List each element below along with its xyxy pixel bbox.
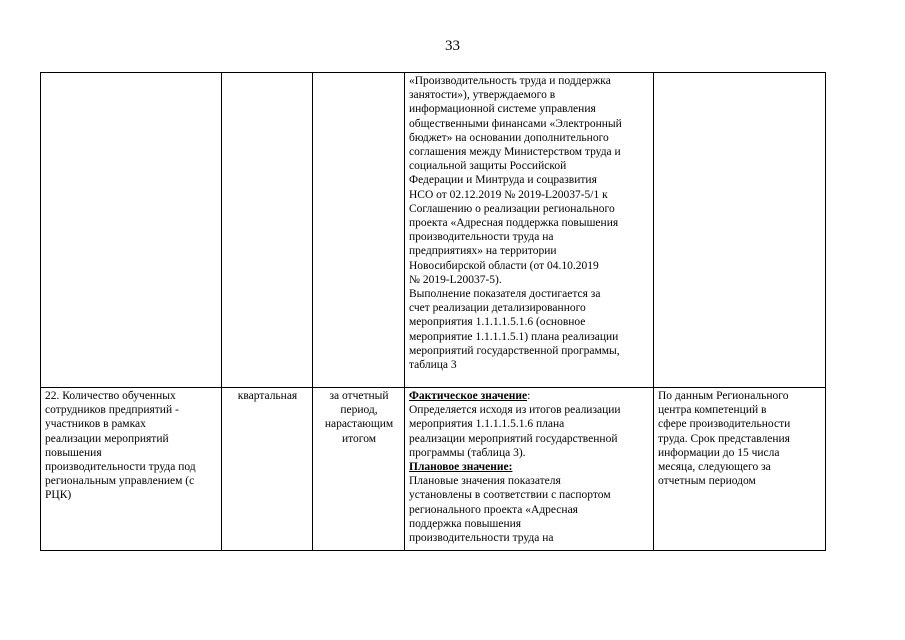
text-line: нарастающим [324, 418, 394, 431]
period-cell [313, 388, 405, 551]
text-line: поддержка повышения [409, 517, 522, 530]
text-line: «Производительность труда и поддержка [409, 75, 611, 87]
text-block [409, 403, 650, 460]
text-line: итогом [341, 432, 377, 445]
text-line: установлены в соответствии с паспортом [409, 489, 611, 502]
table-cell [222, 73, 313, 388]
text-line: счет реализации детализированного [409, 302, 586, 315]
text-line: производительности труда на [409, 532, 554, 545]
text-line: мероприятий государственной программы, [409, 344, 620, 357]
indicator-table [40, 72, 826, 551]
text-block [45, 389, 218, 503]
plan-heading: Плановое значение: [409, 461, 513, 474]
text-block [317, 389, 401, 446]
text-line: соглашения между Министерством труда и [409, 146, 621, 159]
text-line: занятости»), утверждаемого в [409, 89, 556, 102]
indicator-name-cell [41, 388, 222, 551]
text-line: По данным Регионального [658, 390, 789, 402]
text-line: общественными финансами «Электронный [409, 117, 622, 130]
text-line: бюджет» на основании дополнительного [409, 131, 609, 144]
text-line: период, [340, 404, 378, 417]
text-line: Федерации и Минтруда и соцразвития [409, 174, 597, 187]
text-line: центра компетенций в [658, 404, 767, 417]
table-row [41, 388, 826, 551]
text-line: программы (таблица 3). [409, 446, 526, 459]
text-line: 22. Количество обученных [45, 390, 176, 402]
text-line: № 2019-L20037-5). [409, 273, 502, 286]
text-line: информации до 15 числа [658, 446, 780, 459]
text-line: повышения [45, 446, 102, 459]
text-line: проекта «Адресная поддержка повышения [409, 217, 619, 230]
text-line: квартальная [237, 390, 298, 402]
table-cell [41, 73, 222, 388]
text-block [409, 474, 650, 545]
text-line: мероприятия 1.1.1.1.5.1.6 плана [409, 418, 565, 431]
text-line: реализации мероприятий [45, 432, 169, 445]
calculation-method-cell [405, 73, 654, 388]
text-line: региональным управлением (с [45, 475, 195, 488]
text-line: таблица 3 [409, 359, 457, 372]
text-line: мероприятия 1.1.1.1.5.1.6 (основное [409, 316, 586, 329]
text-line: за отчетный [329, 390, 389, 402]
text-line: отчетным периодом [658, 475, 756, 488]
text-line: Новосибирской области (от 04.10.2019 [409, 259, 599, 272]
text-line: Соглашению о реализации регионального [409, 202, 615, 215]
text-line: регионального проекта «Адресная [409, 503, 578, 516]
data-source-cell [654, 388, 826, 551]
text-line: труда. Срок представления [658, 432, 790, 445]
table-row [41, 73, 826, 388]
page-number: 33 [445, 38, 460, 54]
text-line: НСО от 02.12.2019 № 2019-L20037-5/1 к [409, 188, 608, 201]
text-line: сфере производительности [658, 418, 791, 431]
calculation-method-cell [405, 388, 654, 551]
text-line: производительности труда под [45, 461, 196, 474]
text-line: участников в рамках [45, 418, 146, 431]
text-block [226, 389, 309, 403]
periodicity-cell [222, 388, 313, 551]
text-line: мероприятие 1.1.1.1.5.1) плана реализации [409, 330, 619, 343]
text-line: производительности труда на [409, 231, 554, 244]
text-line: социальной защиты Российской [409, 160, 567, 173]
text-line: сотрудников предприятий - [45, 404, 179, 417]
text-line: месяца, следующего за [658, 461, 771, 474]
text-block [409, 74, 650, 372]
table-cell [313, 73, 405, 388]
text-line: предприятиях» на территории [409, 245, 557, 258]
text-line: Выполнение показателя достигается за [409, 288, 601, 301]
fact-heading: Фактическое значение: [409, 390, 531, 402]
text-line: реализации мероприятий государственной [409, 432, 618, 445]
text-line: Плановые значения показателя [409, 475, 561, 488]
text-line: информационной системе управления [409, 103, 596, 116]
text-line: Определяется исходя из итогов реализации [409, 404, 621, 417]
text-line: РЦК) [45, 489, 72, 502]
text-block [658, 389, 822, 488]
table-cell [654, 73, 826, 388]
